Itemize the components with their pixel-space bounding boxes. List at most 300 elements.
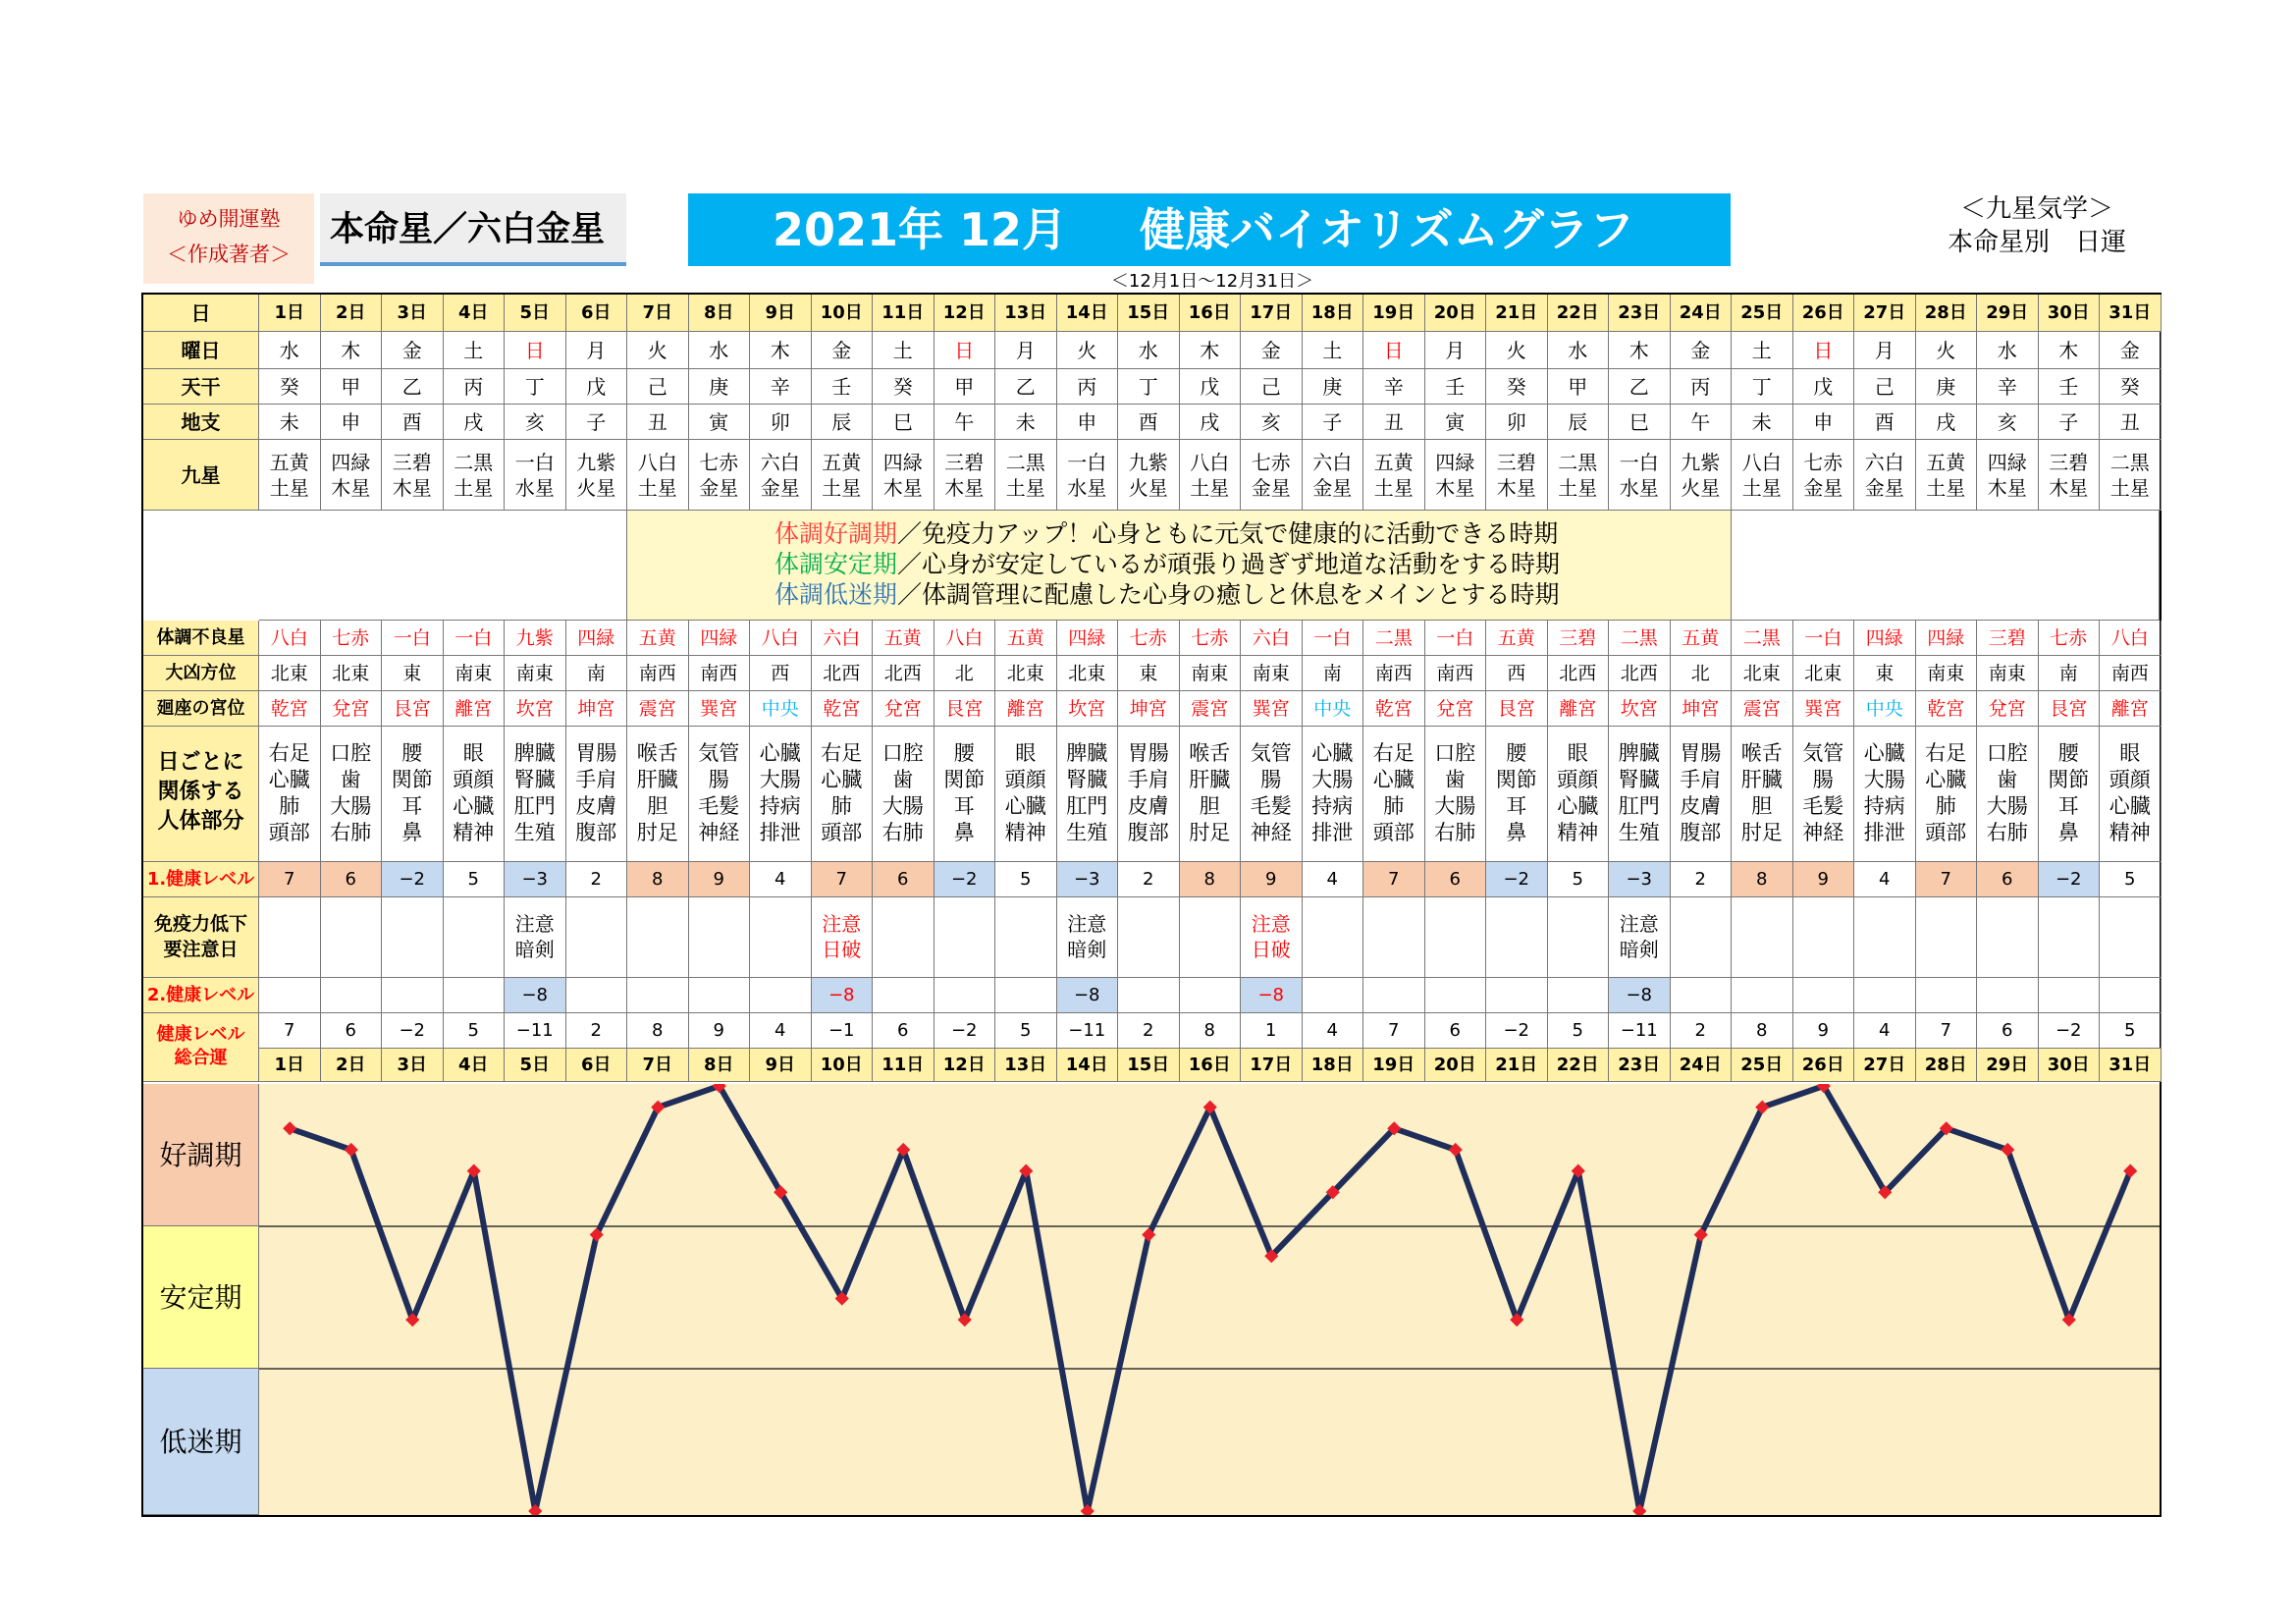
kyusei-name: 一白 xyxy=(514,451,555,474)
immunity-cell xyxy=(1793,897,1855,978)
body-part-cell xyxy=(689,727,751,862)
chishi-cell: 子 xyxy=(2039,405,2101,440)
message-line-3 xyxy=(627,579,1731,610)
body-part-cell xyxy=(444,727,506,862)
body-part-cell xyxy=(1486,727,1548,862)
furyo-star-cell: 九紫 xyxy=(505,621,566,656)
label-immunity-line2: 要注意日 xyxy=(163,939,239,960)
kyusei-element: 土星 xyxy=(1741,476,1782,500)
direction-cell: 南 xyxy=(566,656,628,691)
body-part: 心臓 xyxy=(759,741,801,765)
direction-cell: 南東 xyxy=(1977,656,2039,691)
body-part-cell xyxy=(1363,727,1425,862)
furyo-star-cell: 二黒 xyxy=(1732,621,1793,656)
furyo-star-cell: 八白 xyxy=(750,621,812,656)
direction-cell: 東 xyxy=(382,656,444,691)
kyusei-cell xyxy=(259,440,321,511)
total-cell: 9 xyxy=(689,1013,751,1049)
label-weekday: 曜日 xyxy=(143,332,259,369)
kyusei-element: 木星 xyxy=(331,476,371,500)
day-header-bottom: 30日 xyxy=(2039,1049,2101,1082)
direction-cell: 北西 xyxy=(1609,656,1671,691)
chishi-cell: 申 xyxy=(321,405,383,440)
immunity-cell xyxy=(750,897,812,978)
palace-cell: 乾宮 xyxy=(1363,691,1425,727)
level1-cell: 6 xyxy=(873,862,934,897)
direction-cell: 北西 xyxy=(873,656,934,691)
label-immunity-line1: 免疫力低下 xyxy=(153,913,247,935)
total-cell: −2 xyxy=(1486,1013,1548,1049)
body-part: 右足 xyxy=(268,741,310,765)
direction-cell: 南 xyxy=(2039,656,2101,691)
body-part-cell xyxy=(995,727,1057,862)
kyusei-name: 六白 xyxy=(1312,451,1353,474)
immunity-type: 日破 xyxy=(822,938,862,961)
kyusei-name: 二黒 xyxy=(454,451,494,474)
kyusei-cell xyxy=(873,440,934,511)
weekday-cell: 金 xyxy=(382,332,444,369)
kyusei-element: 金星 xyxy=(760,476,800,500)
direction-cell: 北東 xyxy=(1057,656,1119,691)
weekday-cell: 水 xyxy=(259,332,321,369)
body-part: 歯 xyxy=(1997,768,2018,791)
level1-cell: 9 xyxy=(689,862,751,897)
kyusei-cell xyxy=(2039,440,2101,511)
day-header: 30日 xyxy=(2039,295,2101,332)
weekday-cell: 土 xyxy=(1732,332,1793,369)
tenkan-cell: 壬 xyxy=(2039,369,2101,405)
kyusei-cell xyxy=(1241,440,1303,511)
direction-cell: 西 xyxy=(750,656,812,691)
kyusei-cell xyxy=(1732,440,1793,511)
kyusei-name: 九紫 xyxy=(576,451,616,474)
body-part-cell xyxy=(321,727,383,862)
body-part: 歯 xyxy=(1444,768,1466,791)
weekday-cell: 日 xyxy=(505,332,566,369)
furyo-star-cell: 四緑 xyxy=(566,621,628,656)
body-part: 気管 xyxy=(1802,741,1844,765)
kyusei-cell xyxy=(1916,440,1978,511)
kyusei-cell xyxy=(2100,440,2162,511)
kyusei-cell xyxy=(812,440,874,511)
body-part: 脾臓 xyxy=(513,741,556,765)
body-part: 皮膚 xyxy=(575,794,617,818)
immunity-cell xyxy=(505,897,566,978)
body-part: 肛門 xyxy=(1066,794,1108,818)
day-header-bottom: 6日 xyxy=(566,1049,628,1082)
day-header: 24日 xyxy=(1671,295,1733,332)
kyusei-name: 九紫 xyxy=(1681,451,1721,474)
body-part: 手肩 xyxy=(575,768,617,791)
kyusei-name: 七赤 xyxy=(1803,451,1843,474)
kyusei-name: 二黒 xyxy=(2109,451,2150,474)
weekday-cell: 月 xyxy=(1425,332,1487,369)
palace-cell: 艮宮 xyxy=(2039,691,2101,727)
kyusei-cell xyxy=(1548,440,1610,511)
body-part: 心臓 xyxy=(1925,768,1967,791)
level2-cell xyxy=(1793,978,1855,1013)
total-cell: −11 xyxy=(1057,1013,1119,1049)
immunity-note: 注意 xyxy=(1251,912,1291,936)
weekday-cell: 火 xyxy=(1486,332,1548,369)
chishi-cell: 寅 xyxy=(689,405,751,440)
total-cell: 7 xyxy=(259,1013,321,1049)
tenkan-cell: 壬 xyxy=(1425,369,1487,405)
body-part: 眼 xyxy=(1015,741,1037,765)
body-part: 大腸 xyxy=(1434,794,1476,818)
label-total-line2: 総合運 xyxy=(174,1048,228,1068)
tenkan-cell: 丁 xyxy=(1118,369,1180,405)
palace-cell: 兌宮 xyxy=(321,691,383,727)
day-header-bottom: 24日 xyxy=(1671,1049,1733,1082)
body-part-cell xyxy=(1977,727,2039,862)
chishi-cell: 丑 xyxy=(1363,405,1425,440)
body-part: 喉舌 xyxy=(636,741,678,765)
date-range: ＜12月1日～12月31日＞ xyxy=(1110,271,1314,292)
kyusei-cell xyxy=(627,440,689,511)
body-part: 肺 xyxy=(1935,794,1956,818)
body-part: 胃腸 xyxy=(575,741,617,765)
tenkan-cell: 戊 xyxy=(1793,369,1855,405)
label-body-parts xyxy=(143,727,259,862)
level1-cell: 6 xyxy=(1977,862,2039,897)
body-part: 腰 xyxy=(953,741,975,765)
day-header-bottom: 12日 xyxy=(934,1049,996,1082)
level1-cell: −2 xyxy=(2039,862,2101,897)
day-header: 28日 xyxy=(1916,295,1978,332)
chishi-cell: 午 xyxy=(934,405,996,440)
total-cell: 5 xyxy=(995,1013,1057,1049)
level1-cell: 7 xyxy=(1916,862,1978,897)
chishi-cell: 辰 xyxy=(1548,405,1610,440)
weekday-cell: 木 xyxy=(321,332,383,369)
body-part: 腎臓 xyxy=(1066,768,1108,791)
body-part: 頭部 xyxy=(1372,821,1415,844)
immunity-cell xyxy=(1303,897,1364,978)
level2-cell xyxy=(1548,978,1610,1013)
direction-cell: 南東 xyxy=(505,656,566,691)
total-cell: 6 xyxy=(1977,1013,2039,1049)
level1-cell: −2 xyxy=(382,862,444,897)
body-part: 耳 xyxy=(1506,794,1527,818)
kyusei-cell xyxy=(934,440,996,511)
kyusei-element: 金星 xyxy=(1803,476,1843,500)
body-part: 腹部 xyxy=(1680,821,1722,844)
kyusei-cell xyxy=(444,440,506,511)
chishi-cell: 申 xyxy=(1057,405,1119,440)
body-part: 腸 xyxy=(708,768,729,791)
body-part: 腹部 xyxy=(575,821,617,844)
total-cell: 5 xyxy=(2100,1013,2162,1049)
body-part: 心臓 xyxy=(1863,741,1905,765)
day-header: 14日 xyxy=(1057,295,1119,332)
tenkan-cell: 癸 xyxy=(2100,369,2162,405)
label-day: 日 xyxy=(143,295,259,332)
honmei-label: 本命星／六白金星 xyxy=(320,193,626,266)
kyusei-name: 三碧 xyxy=(392,451,432,474)
day-header-bottom: 14日 xyxy=(1057,1049,1119,1082)
level2-cell xyxy=(1854,978,1916,1013)
tenkan-cell: 丙 xyxy=(1057,369,1119,405)
total-cell: −11 xyxy=(1609,1013,1671,1049)
tenkan-cell: 乙 xyxy=(1609,369,1671,405)
body-part: 肛門 xyxy=(1618,794,1660,818)
kyusei-name: 一白 xyxy=(1067,451,1107,474)
palace-cell: 坎宮 xyxy=(1057,691,1119,727)
chishi-cell: 戌 xyxy=(1180,405,1242,440)
direction-cell: 南西 xyxy=(1425,656,1487,691)
tenkan-cell: 丁 xyxy=(505,369,566,405)
immunity-note: 注意 xyxy=(1619,912,1659,936)
body-part: 神経 xyxy=(698,821,740,844)
kyusei-element: 土星 xyxy=(637,476,677,500)
weekday-cell: 水 xyxy=(1548,332,1610,369)
kyusei-element: 木星 xyxy=(1496,476,1536,500)
body-part: 右肺 xyxy=(881,821,924,844)
immunity-cell xyxy=(1732,897,1793,978)
label-immunity xyxy=(143,897,259,978)
total-cell: 8 xyxy=(1180,1013,1242,1049)
level2-cell xyxy=(689,978,751,1013)
direction-cell: 南西 xyxy=(1363,656,1425,691)
level2-cell: −8 xyxy=(1057,978,1119,1013)
furyo-star-cell: 六白 xyxy=(1241,621,1303,656)
body-part: 右肺 xyxy=(330,821,372,844)
day-header-bottom: 2日 xyxy=(321,1049,383,1082)
total-cell: −2 xyxy=(934,1013,996,1049)
palace-cell: 震宮 xyxy=(1180,691,1242,727)
kyusei-cell xyxy=(1118,440,1180,511)
weekday-cell: 金 xyxy=(812,332,874,369)
author-caption: ＜作成著者＞ xyxy=(167,243,291,266)
kyusei-cell xyxy=(689,440,751,511)
level1-cell: 7 xyxy=(812,862,874,897)
body-part: 右足 xyxy=(1925,741,1967,765)
total-cell: 7 xyxy=(1916,1013,1978,1049)
palace-cell: 乾宮 xyxy=(1916,691,1978,727)
body-part: 耳 xyxy=(953,794,975,818)
immunity-cell xyxy=(689,897,751,978)
kyusei-cell xyxy=(382,440,444,511)
kyusei-element: 土星 xyxy=(2109,476,2150,500)
palace-cell: 中央 xyxy=(750,691,812,727)
kyusei-element: 金星 xyxy=(1251,476,1291,500)
body-part: 胆 xyxy=(1751,794,1773,818)
day-header: 4日 xyxy=(444,295,506,332)
total-cell: 8 xyxy=(627,1013,689,1049)
chishi-cell: 巳 xyxy=(1609,405,1671,440)
body-part-cell xyxy=(934,727,996,862)
kyusei-name: 七赤 xyxy=(699,451,739,474)
palace-cell: 巽宮 xyxy=(1241,691,1303,727)
body-part: 歯 xyxy=(892,768,914,791)
body-part: 持病 xyxy=(1311,794,1354,818)
kyusei-cell xyxy=(1425,440,1487,511)
weekday-cell: 土 xyxy=(1303,332,1364,369)
furyo-star-cell: 八白 xyxy=(2100,621,2162,656)
level2-cell xyxy=(934,978,996,1013)
tenkan-cell: 庚 xyxy=(1303,369,1364,405)
body-part: 口腔 xyxy=(1434,741,1476,765)
body-part: 鼻 xyxy=(1506,821,1527,844)
furyo-star-cell: 八白 xyxy=(934,621,996,656)
palace-cell: 離宮 xyxy=(1548,691,1610,727)
kyusei-name: 二黒 xyxy=(1005,451,1045,474)
kyusei-name: 五黄 xyxy=(1373,451,1414,474)
level1-cell: 9 xyxy=(1241,862,1303,897)
direction-cell: 南西 xyxy=(689,656,751,691)
body-part: 口腔 xyxy=(330,741,372,765)
daily-fortune-label: 本命星別 日運 xyxy=(1947,228,2126,257)
furyo-star-cell: 二黒 xyxy=(1609,621,1671,656)
weekday-cell: 火 xyxy=(1057,332,1119,369)
palace-cell: 乾宮 xyxy=(259,691,321,727)
chishi-cell: 子 xyxy=(566,405,628,440)
level2-cell xyxy=(1916,978,1978,1013)
body-part: 大腸 xyxy=(1311,768,1354,791)
immunity-cell xyxy=(1671,897,1733,978)
author-badge xyxy=(143,193,314,284)
kyusei-cell xyxy=(1854,440,1916,511)
body-part-cell xyxy=(1057,727,1119,862)
body-part: 気管 xyxy=(1250,741,1292,765)
body-part: 心臓 xyxy=(268,768,310,791)
immunity-note: 注意 xyxy=(514,912,555,936)
day-header-bottom: 5日 xyxy=(505,1049,566,1082)
kyusei-element: 木星 xyxy=(1435,476,1475,500)
body-part: 毛髪 xyxy=(698,794,740,818)
immunity-cell xyxy=(995,897,1057,978)
body-part-cell xyxy=(1118,727,1180,862)
furyo-star-cell: 二黒 xyxy=(1363,621,1425,656)
phase-desc-2: ／心身が安定しているが頑張り過ぎず地道な活動をする時期 xyxy=(897,550,1561,578)
level1-cell: 6 xyxy=(321,862,383,897)
level2-cell xyxy=(1180,978,1242,1013)
level1-cell: 2 xyxy=(566,862,628,897)
body-part: 頭顔 xyxy=(2109,768,2151,791)
palace-cell: 乾宮 xyxy=(812,691,874,727)
day-header: 7日 xyxy=(627,295,689,332)
direction-cell: 北東 xyxy=(1732,656,1793,691)
label-total xyxy=(143,1013,259,1082)
day-header: 15日 xyxy=(1118,295,1180,332)
level2-cell xyxy=(382,978,444,1013)
direction-cell: 北東 xyxy=(995,656,1057,691)
day-header-bottom: 1日 xyxy=(259,1049,321,1082)
body-part-cell xyxy=(259,727,321,862)
body-part: 皮膚 xyxy=(1127,794,1169,818)
body-part-cell xyxy=(1916,727,1978,862)
total-cell: −11 xyxy=(505,1013,566,1049)
label-tenkan: 天干 xyxy=(143,369,259,405)
total-cell: 2 xyxy=(1671,1013,1733,1049)
body-part: 脾臓 xyxy=(1066,741,1108,765)
tenkan-cell: 戊 xyxy=(1180,369,1242,405)
body-part: 肝臓 xyxy=(636,768,678,791)
furyo-star-cell: 五黄 xyxy=(995,621,1057,656)
tenkan-cell: 己 xyxy=(1241,369,1303,405)
weekday-cell: 金 xyxy=(2100,332,2162,369)
total-cell: 7 xyxy=(1363,1013,1425,1049)
kyusei-cell xyxy=(1793,440,1855,511)
level1-cell: 8 xyxy=(627,862,689,897)
phase-good-label: 好調期 xyxy=(143,1084,259,1226)
kyusei-element: 木星 xyxy=(882,476,923,500)
tenkan-cell: 丙 xyxy=(444,369,506,405)
total-cell: 6 xyxy=(321,1013,383,1049)
kyusei-name: 三碧 xyxy=(944,451,985,474)
body-part: 眼 xyxy=(1567,741,1588,765)
direction-cell: 南 xyxy=(1303,656,1364,691)
kyusei-name: 四緑 xyxy=(1435,451,1475,474)
body-part: 腎臓 xyxy=(513,768,556,791)
level1-cell: 2 xyxy=(1118,862,1180,897)
kyusei-element: 木星 xyxy=(2049,476,2089,500)
body-part: 鼻 xyxy=(2057,821,2079,844)
total-cell: −2 xyxy=(2039,1013,2101,1049)
body-part-cell xyxy=(750,727,812,862)
direction-cell: 南東 xyxy=(1180,656,1242,691)
kyusei-name: 三碧 xyxy=(2049,451,2089,474)
kyusei-element: 水星 xyxy=(1619,476,1659,500)
label-body-line2: 関係する xyxy=(157,780,244,804)
body-part: 胃腸 xyxy=(1680,741,1722,765)
phase-low-label: 低迷期 xyxy=(143,1369,259,1515)
level2-cell xyxy=(2039,978,2101,1013)
direction-cell: 東 xyxy=(1854,656,1916,691)
direction-cell: 北東 xyxy=(1793,656,1855,691)
message-blank-right xyxy=(1732,511,2160,621)
message-line-2 xyxy=(627,549,1731,579)
body-part: 頭部 xyxy=(821,821,863,844)
body-part: 胆 xyxy=(1199,794,1220,818)
day-header-bottom: 21日 xyxy=(1486,1049,1548,1082)
kyusei-element: 土星 xyxy=(1190,476,1230,500)
body-part-cell xyxy=(627,727,689,862)
kyusei-element: 金星 xyxy=(1864,476,1904,500)
day-header-bottom: 22日 xyxy=(1548,1049,1610,1082)
immunity-cell xyxy=(873,897,934,978)
palace-cell: 中央 xyxy=(1303,691,1364,727)
body-part: 肘足 xyxy=(1740,821,1783,844)
body-part: 精神 xyxy=(1557,821,1599,844)
palace-cell: 坤宮 xyxy=(1118,691,1180,727)
day-header: 9日 xyxy=(750,295,812,332)
level1-cell: −3 xyxy=(1057,862,1119,897)
palace-cell: 坎宮 xyxy=(1609,691,1671,727)
tenkan-cell: 辛 xyxy=(1977,369,2039,405)
body-part: 肘足 xyxy=(1189,821,1231,844)
kyusei-name: 二黒 xyxy=(1558,451,1598,474)
direction-cell: 南東 xyxy=(444,656,506,691)
furyo-star-cell: 五黄 xyxy=(1486,621,1548,656)
furyo-star-cell: 一白 xyxy=(1303,621,1364,656)
weekday-cell: 金 xyxy=(1241,332,1303,369)
immunity-cell xyxy=(1180,897,1242,978)
level2-cell xyxy=(566,978,628,1013)
body-part: 心臓 xyxy=(821,768,863,791)
body-part: 鼻 xyxy=(953,821,975,844)
kyusei-element: 土星 xyxy=(1373,476,1414,500)
day-header: 1日 xyxy=(259,295,321,332)
immunity-cell xyxy=(1486,897,1548,978)
palace-cell: 艮宮 xyxy=(382,691,444,727)
label-kaiza: 廻座の宮位 xyxy=(143,691,259,727)
body-part: 頭顔 xyxy=(1557,768,1599,791)
palace-cell: 艮宮 xyxy=(1486,691,1548,727)
body-part: 大腸 xyxy=(881,794,924,818)
body-part: 持病 xyxy=(759,794,801,818)
